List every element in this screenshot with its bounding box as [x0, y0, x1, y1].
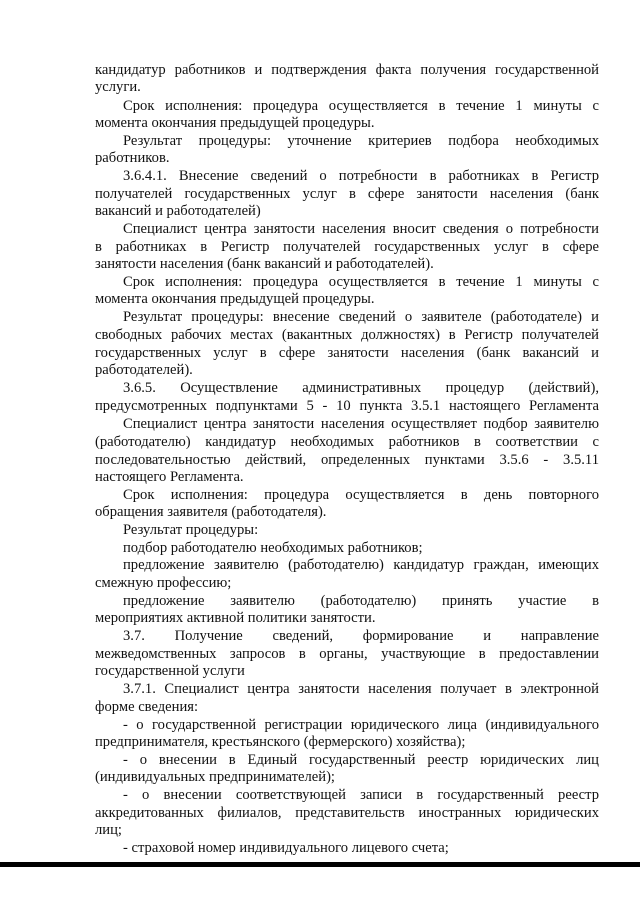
text-line: Результат процедуры:	[123, 522, 259, 538]
text-line: работников.	[95, 150, 170, 166]
text-line: момента окончания предыдущей процедуры.	[95, 291, 375, 307]
text-line: (работодателю) кандидатур необходимых работников в соответствии с	[95, 434, 599, 450]
text-line: настоящего Регламента.	[95, 469, 244, 485]
text-line: Срок исполнения: процедура осуществляется в течение 1 минуты с	[123, 274, 599, 290]
text-line: государственной услуги	[95, 663, 245, 679]
text-line: 3.7. Получение сведений, формирование и направление	[123, 628, 599, 644]
text-line: работодателей).	[95, 362, 193, 378]
text-line: момента окончания предыдущей процедуры.	[95, 115, 375, 131]
text-line: предусмотренных подпунктами 5 - 10 пункта 3.5.1 настоящего Регламента	[95, 398, 599, 414]
text-line: 3.6.4.1. Внесение сведений о потребности в работниках в Регистр	[123, 168, 599, 184]
text-line: - о внесении в Единый государственный реестр юридических лиц	[123, 752, 599, 768]
text-line: Срок исполнения: процедура осуществляется в течение 1 минуты с	[123, 98, 599, 114]
text-line: свободных рабочих местах (вакантных должностях) в Регистр получателей	[95, 327, 599, 343]
text-line: Результат процедуры: уточнение критериев подбора необходимых	[123, 133, 599, 149]
text-line: подбор работодателю необходимых работников;	[123, 540, 423, 556]
text-line: межведомственных запросов в органы, участвующие в предоставлении	[95, 646, 599, 662]
text-line: аккредитованных филиалов, представительств иностранных юридических	[95, 805, 599, 821]
text-line: Срок исполнения: процедура осуществляется в день повторного	[123, 487, 599, 503]
text-line: форме сведения:	[95, 699, 199, 715]
text-line: лиц;	[95, 822, 122, 838]
text-line: занятости населения (банк вакансий и работодателей).	[95, 256, 434, 272]
text-line: кандидатур работников и подтверждения факта получения государственной	[95, 62, 599, 78]
text-line: - о государственной регистрации юридического лица (индивидуального	[123, 717, 599, 733]
text-line: предложение заявителю (работодателю) кандидатур граждан, имеющих	[123, 557, 599, 573]
text-line: вакансий и работодателей)	[95, 203, 261, 219]
text-line: предложение заявителю (работодателю) принять участие в	[123, 593, 599, 609]
text-line: государственных услуг в сфере занятости населения (банк вакансий и	[95, 345, 599, 361]
text-line: услуги.	[95, 79, 141, 95]
text-line: 3.7.1. Специалист центра занятости населения получает в электронной	[123, 681, 599, 697]
text-line: получателей государственных услуг в сфере занятости населения (банк	[95, 186, 599, 202]
text-line: 3.6.5. Осуществление административных процедур (действий),	[123, 380, 599, 396]
text-line: в работниках в Регистр получателей государственных услуг в сфере	[95, 239, 599, 255]
text-line: Результат процедуры: внесение сведений о заявителе (работодателе) и	[123, 309, 599, 325]
scan-edge-border	[0, 862, 640, 867]
text-line: последовательностью действий, определенных пунктами 3.5.6 - 3.5.11	[95, 452, 599, 468]
text-line: мероприятиях активной политики занятости.	[95, 610, 376, 626]
text-line: - о внесении соответствующей записи в государственный реестр	[123, 787, 599, 803]
text-line: Специалист центра занятости населения вносит сведения о потребности	[123, 221, 599, 237]
text-line: предпринимателя, крестьянского (фермерского) хозяйства);	[95, 734, 466, 750]
text-line: Специалист центра занятости населения осуществляет подбор заявителю	[123, 416, 599, 432]
text-line: - страховой номер индивидуального лицевого счета;	[123, 840, 449, 856]
text-line: смежную профессию;	[95, 575, 232, 591]
text-line: (индивидуальных предпринимателей);	[95, 769, 335, 785]
text-line: обращения заявителя (работодателя).	[95, 504, 327, 520]
